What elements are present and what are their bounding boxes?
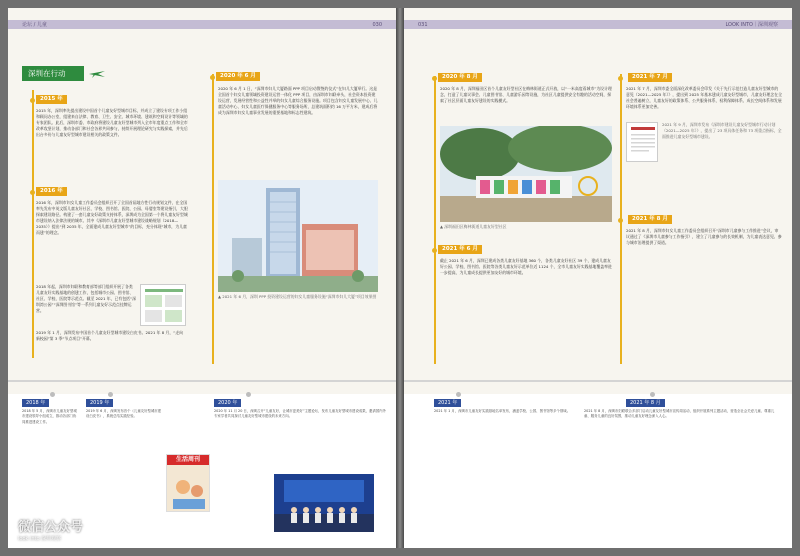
- band-text-2018: 2018 年 5 月，深圳市儿童友好型城市建设领导小组成立，推动各部门协同推进建设工作。: [22, 409, 77, 424]
- building-render: [218, 180, 378, 292]
- timeline-dot: [432, 76, 437, 81]
- timeline-dot: [618, 76, 623, 81]
- timeline-text-2018: 2018 年起，深圳市妇联和教育部等部门组织开展了各类儿童友好实践基地的创建工作，包括城市公园、图书馆、社区、学校、医院等示范点。截至 2021 年，已有包括“深圳湾公园”“深圳图书馆”等一系列儿童友好示范点挂牌运营。: [36, 284, 136, 313]
- timeline-text-2015: 2015 年，深圳率先提出建设中国首个儿童友好型城市目标，并成立了建设专项工作小组和顾问办公室，组建来自法律、教育、卫生、安全、城市环境、建筑和空间设计等领域的专家团队。此后，深圳市委、市政府将建设儿童友好型城市列入全市年度重点工作和全市改革攻坚计划，推动各部门和社会各界共同参与，持续开展理论研究与实践探索，并先后出台多份与儿童友好型城市建设相关的政策文件。: [36, 108, 188, 137]
- community-photo: [440, 126, 612, 222]
- timeline-divider: [8, 380, 396, 382]
- airplane-icon: [88, 68, 106, 80]
- timeline-text-2021-08: 2021 年 8 月，深圳市妇女儿童工作委员会组织召开“深圳市儿童参与工作推进”会议，审议通过了《深圳市儿童参与工作指引》，建立了儿童参与的长效机制，为儿童表达意见、参与城市治理提供了渠道。: [626, 228, 782, 245]
- year-tag-2015: 2015 年: [36, 95, 67, 104]
- year-tag-2021-07: 2021 年 7 月: [628, 73, 672, 82]
- left-page-number: 030: [372, 21, 382, 28]
- year-tag-2021-06: 2021 年 6 月: [438, 245, 482, 254]
- magazine-cover: [166, 454, 210, 512]
- right-header-text: LOOK INTO｜深圳观察: [725, 22, 778, 28]
- magazine-cover-image: [167, 465, 210, 512]
- band-dot: [650, 392, 655, 397]
- section-title: 深圳在行动: [22, 66, 84, 81]
- band-text-2020: 2020 年 11 月 20 日，深圳召开“儿童友好，让城市更美好”主题论坛，发布儿童友好型城市建设成果，邀请国内外专家学者共同探讨儿童友好型城市建设的未来方向。: [214, 409, 386, 419]
- year-tag-2020-06: 2020 年 6 月: [216, 72, 260, 81]
- building-photo-caption: ▲ 2021 年 6 月，深圳 PPP 投资建设运营的妇女儿童服务设施“深圳市妇儿大厦”项目效果图: [218, 294, 377, 299]
- policy-document-note: 2021 年 9 月，深圳市发布《深圳市建设儿童友好型城市行动计划（2021—2025 年）》，提出了 23 项具体任务和 73 项重点指标，全面推进儿童友好型城市建设。: [662, 122, 782, 139]
- band-dot: [108, 392, 113, 397]
- left-header-text: 论坛 / 儿童: [22, 22, 47, 28]
- left-header-bar: [8, 20, 396, 29]
- community-photo-caption: ▲ 深圳福田区梅林街道儿童友好型社区: [440, 224, 507, 229]
- timeline-line: [434, 76, 436, 364]
- watermark: [18, 516, 83, 542]
- timeline-dot: [432, 248, 437, 253]
- left-page: [8, 8, 396, 548]
- year-tag-2016: 2016 年: [36, 187, 67, 196]
- timeline-line: [212, 74, 214, 364]
- building-photo: [218, 180, 378, 292]
- policy-document-thumbnail: [626, 122, 658, 162]
- book-gutter: [396, 8, 404, 548]
- policy-document-graphic: [627, 123, 658, 162]
- timeline-text-2020-06: 2020 年 6 月 1 日，“深圳市妇儿大厦路面 PPP 项目启动暨签约仪式”在妇儿大厦举行。这是全国首个妇女儿童领域投资建设运营一体化 PPP 项目，由深圳市妇联牵头，社会资本投资建设运营，发展经营性和公益性并举的妇女儿童综合服务设施。项目包含妇女儿童发展中心、儿童活动中心、妇女儿童医疗保健服务中心等服务场所，总建筑面积约 16 万平方米，建成后将成为深圳市妇女儿童事业发展的重要基地和标志性建筑。: [218, 86, 378, 115]
- band-tag-2020: 2020 年: [214, 399, 241, 407]
- year-tag-2020-08: 2020 年 8 月: [438, 73, 482, 82]
- right-page: [404, 8, 792, 548]
- band-dot: [456, 392, 461, 397]
- band-dot: [246, 392, 251, 397]
- band-tag-2019: 2019 年: [86, 399, 113, 407]
- band-tag-2021: 2021 年: [434, 399, 461, 407]
- band-tag-2018: 2018 年: [22, 399, 49, 407]
- timeline-divider: [404, 380, 792, 382]
- watermark-subtext: look into 深圳观察: [18, 536, 62, 542]
- timeline-dot: [210, 75, 215, 80]
- right-header-bar: [404, 20, 792, 29]
- band-text-2021-08: 2021 年 8 月，深圳市妇联联合多部门启动儿童友好型城市宣传周活动，组织开展系列主题活动，营造全社会关爱儿童、尊重儿童、服务儿童的良好氛围，推动儿童友好理念深入人心。: [584, 409, 775, 419]
- right-page-number: 031: [418, 21, 428, 28]
- community-park-image: [440, 126, 612, 222]
- band-text-2019: 2019 年 6 月，深圳发布首个《儿童友好型城市建设白皮书》，系统总结实践经验。: [86, 409, 162, 419]
- timeline-line: [32, 90, 34, 358]
- watermark-text: 微信公众号: [18, 520, 84, 535]
- band-dot: [50, 392, 55, 397]
- timeline-text-2019: 2019 年 1 月，深圳发布中国首个儿童友好型城市建设白皮书。2021 年 8 月，“走向新校园”第 3 季“节点项目”开幕。: [36, 330, 184, 341]
- magazine-title: 生活周刊: [167, 455, 209, 465]
- band-tag-2021-08: 2021 年 8 月: [626, 399, 665, 407]
- document-thumbnail: [140, 284, 186, 326]
- timeline-dot: [30, 190, 35, 195]
- timeline-text-2021-06: 截止 2021 年 6 月，深圳已建成各类儿童友好基地 360 个，各类儿童友好社区 39 个，建成儿童友好公园、学校、图书馆、医院等各类儿童友好示范单位近 1124 个，全市儿童友好实践基地覆盖率进一步提高，为儿童成长提供更加友好的城市环境。: [440, 258, 612, 275]
- timeline-text-2021-07: 2021 年 7 月，深圳市委全面深化改革委员会印发《关于先行示范打造儿童友好型城市的意见（2021—2025 年）》，提出到 2025 年基本建成儿童友好型城市，儿童友好理念在全社会普遍树立，儿童友好的政策体系、公共服务体系、权利保障体系、成长空间体系和发展环境体系更加完善。: [626, 86, 782, 109]
- timeline-text-2016: 2016 年，深圳市妇女儿童工作委员会组织召开了全国首届地方性行动规划文件，在全国率先发布中英文版儿童友好社区、学校、图书馆、医院、公园、母婴室等建设指引，大胆探索建设路径。构建了一套儿童友好政策支持体系，深圳成为全国第一个将儿童友好型城市建设纳入法律法规的城市。其中《深圳市儿童友好型城市建设战略规划（2018—2035）》提出“到 2035 年，全面建成儿童友好型城市”的目标，充分体现“城市，为儿童而建”的理念。: [36, 200, 188, 235]
- timeline-dot: [30, 98, 35, 103]
- year-tag-2021-08: 2021 年 8 月: [628, 215, 672, 224]
- timeline-dot: [618, 218, 623, 223]
- timeline-text-2020-08: 2020 年 8 月，深圳福田区首个儿童友好型社区在梅林街道正式开放，以“一米高度看城市”为设计理念，打造了儿童议事会、儿童图书馆、儿童游乐园等设施，为社区儿童提供安全有趣的活动空间，探索了社区层面儿童友好建设的实践模式。: [440, 86, 612, 103]
- document-thumbnail-graphic: [141, 285, 186, 326]
- forum-stage-image: [274, 474, 374, 532]
- band-text-2021: 2021 年 1 月，深圳市儿童友好实践基地名单发布，涵盖学校、公园、图书馆等多个领域。: [434, 409, 571, 413]
- forum-photo: [274, 474, 374, 532]
